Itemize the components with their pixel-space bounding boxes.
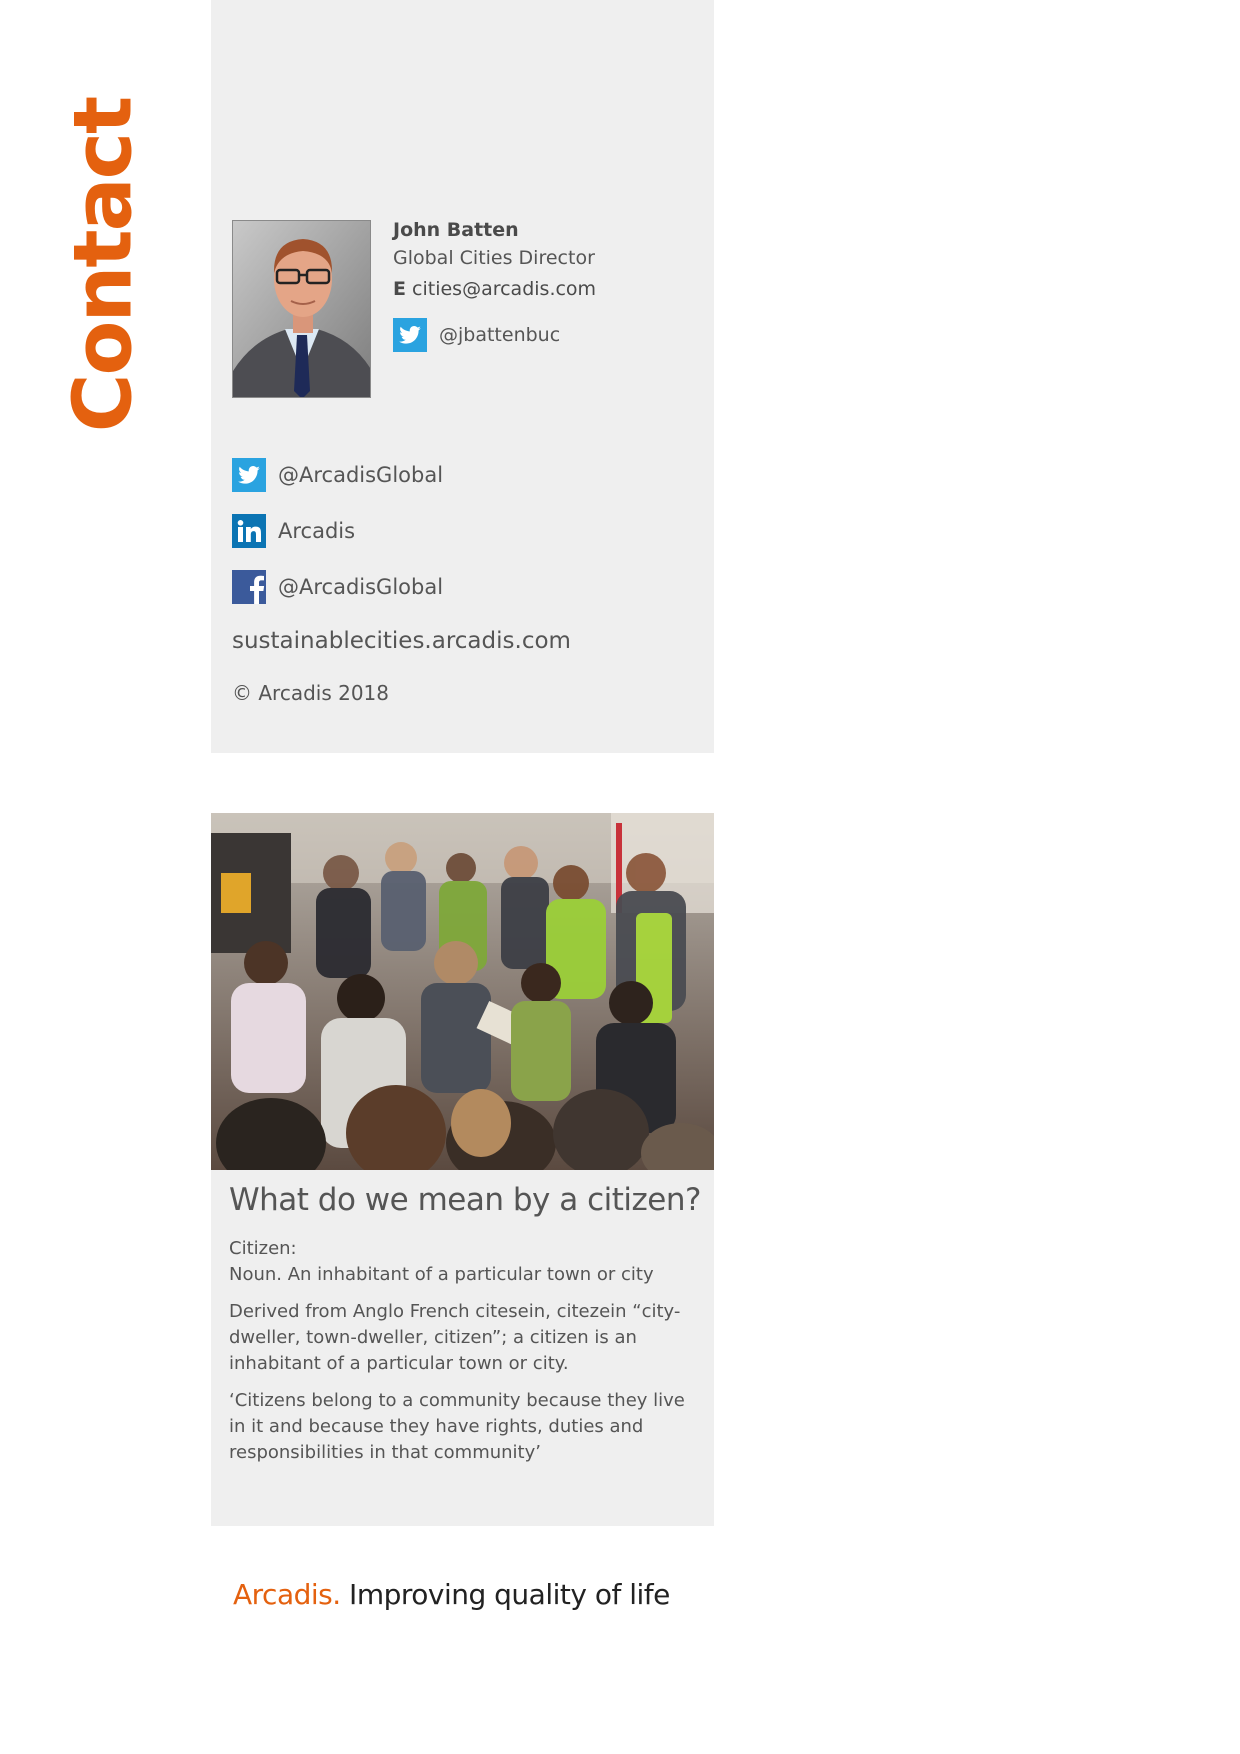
facebook-icon (232, 570, 266, 604)
company-social-links (232, 458, 443, 626)
twitter-icon (393, 318, 427, 352)
definition-etymology: Derived from Anglo French citesein, citezein “city-dweller, town-dweller, citizen”; a citizen is an inhabitant of a particular town or city. (229, 1301, 681, 1374)
definition-term: Citizen: (229, 1238, 297, 1259)
contact-details (393, 216, 596, 303)
linkedin-icon (232, 514, 266, 548)
company-twitter-row[interactable] (232, 458, 443, 492)
portrait-photo (232, 220, 371, 398)
footer-tagline (233, 1578, 670, 1611)
copyright-text: © Arcadis 2018 (232, 681, 390, 705)
definition-panel (211, 1170, 714, 1526)
tagline-text: Improving quality of life (340, 1578, 670, 1611)
contact-heading: Contact (56, 97, 150, 433)
definition-noun: Noun. An inhabitant of a particular town or city (229, 1264, 654, 1285)
crowd-photo (211, 813, 714, 1170)
company-twitter-handle[interactable]: @ArcadisGlobal (278, 463, 444, 487)
contact-email-row (393, 275, 596, 303)
personal-twitter-handle[interactable]: @jbattenbuc (439, 324, 561, 346)
brand-name: Arcadis. (233, 1578, 341, 1611)
definition-heading: What do we mean by a citizen? (229, 1182, 701, 1218)
email-prefix: E (393, 278, 406, 300)
definition-body (229, 1236, 689, 1477)
contact-panel (211, 0, 714, 753)
company-facebook-handle[interactable]: @ArcadisGlobal (278, 575, 444, 599)
company-linkedin-row[interactable] (232, 514, 443, 548)
website-link[interactable]: sustainablecities.arcadis.com (232, 628, 571, 654)
contact-role: Global Cities Director (393, 247, 595, 269)
contact-email-link[interactable]: cities@arcadis.com (412, 278, 597, 300)
company-linkedin-name[interactable]: Arcadis (278, 519, 356, 543)
personal-twitter-row[interactable] (393, 318, 560, 352)
definition-quote: ‘Citizens belong to a community because they live in it and because they have rights, duties and responsibilities in that community’ (229, 1390, 685, 1463)
contact-name: John Batten (393, 219, 519, 241)
side-title (56, 97, 150, 433)
twitter-icon (232, 458, 266, 492)
company-facebook-row[interactable] (232, 570, 443, 604)
